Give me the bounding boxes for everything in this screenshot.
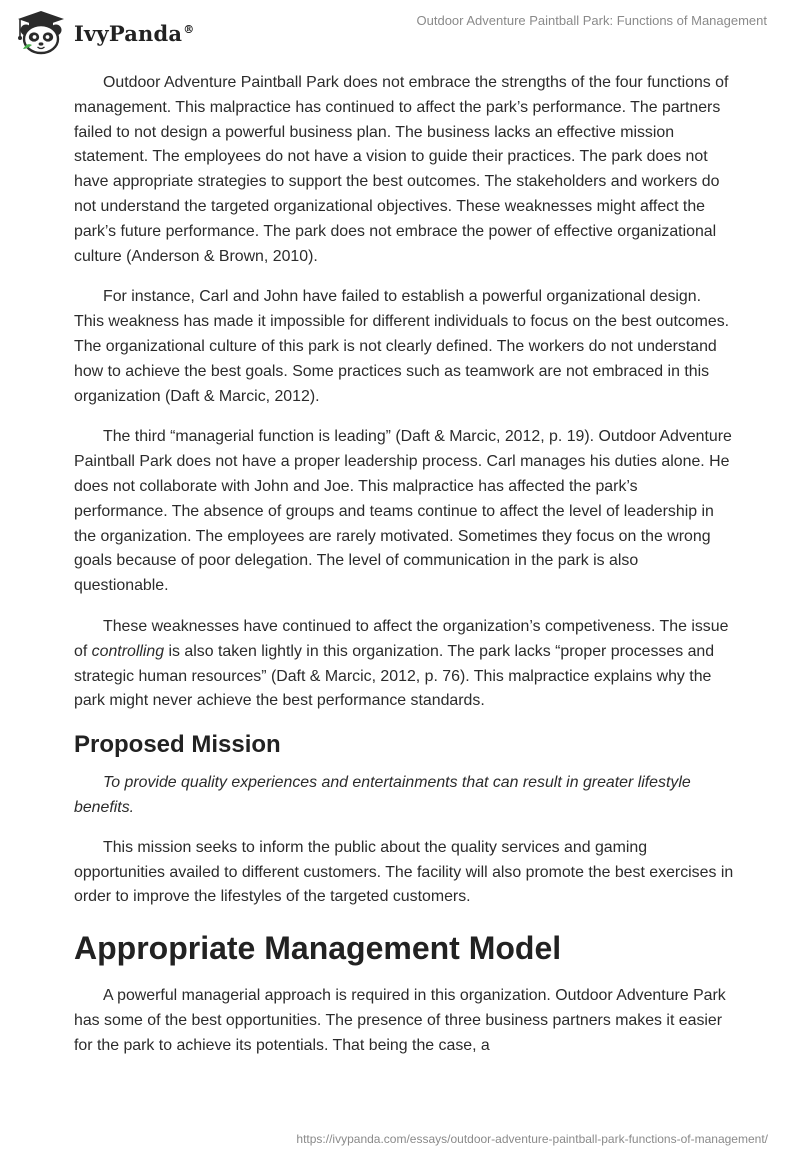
- heading-proposed-mission: Proposed Mission: [74, 731, 281, 759]
- mission-statement: To provide quality experiences and entertainments that can result in greater lifestyle benefits.: [74, 774, 691, 816]
- source-url[interactable]: https://ivypanda.com/essays/outdoor-adventure-paintball-park-functions-of-management/: [296, 1132, 768, 1146]
- paragraph-controlling: These weaknesses have continued to affect the organization’s competiveness. The issue of controlling is also taken lightly in this organization. The park lacks “proper processes and strategic human resources” (Daft & Marcic, 2012, p. 76). This malpractice explains why the park might never achieve the best performance standards.: [74, 617, 729, 710]
- paragraph-mission-explanation: This mission seeks to inform the public about the quality services and gaming opportunities availed to different customers. The facility will also promote the best exercises in order to improve the lifestyles of the targeted customers.: [74, 838, 734, 906]
- controlling-emphasis: controlling: [91, 642, 165, 660]
- article-body: [74, 71, 734, 1075]
- heading-management-model: Appropriate Management Model: [74, 930, 562, 967]
- page-header: [0, 0, 800, 60]
- brand-name: IvyPanda®: [74, 20, 195, 46]
- paragraph-organizational-design: For instance, Carl and John have failed to establish a powerful organizational design. This weakness has made it impossible for different individuals to focus on the best outcomes. The organizational culture of this park is not clearly defined. The workers do not understand how to achieve the best goals. Some practices such as teamwork are not embraced in this organization (Daft & Marcic, 2012).: [74, 288, 730, 405]
- paragraph-managerial-approach: A powerful managerial approach is required in this organization. Outdoor Adventure Park has some of the best opportunities. The presence of three business partners makes it easier for the park to achieve its potentials. That being the case, a: [74, 987, 726, 1054]
- ivypanda-logo[interactable]: [14, 9, 194, 55]
- paragraph-functions-of-management: Outdoor Adventure Paintball Park does not embrace the strengths of the four functions of management. This malpractice has continued to affect the park’s performance. The partners failed to not design a powerful business plan. The business lacks an effective mission statement. The employees do not have a vision to guide their practices. The park does not have appropriate strategies to support the best outcomes. The stakeholders and workers do not understand the targeted organizational objectives. These weaknesses might affect the park’s future performance. The park does not embrace the power of effective organizational culture (Anderson & Brown, 2010).: [74, 74, 729, 265]
- document-title: Outdoor Adventure Paintball Park: Functions of Management: [416, 13, 767, 28]
- paragraph-leading: The third “managerial function is leading” (Daft & Marcic, 2012, p. 19). Outdoor Adventure Paintball Park does not have a proper leadership process. Carl manages his duties alone. He does not collaborate with John and Joe. This malpractice has affected the park’s performance. The absence of groups and teams continue to affect the level of leadership in the organization. The employees are rarely motivated. Sometimes they focus on the wrong goals because of poor delegation. The level of communication in the park is also questionable.: [74, 428, 732, 595]
- panda-graduate-icon: [14, 9, 68, 55]
